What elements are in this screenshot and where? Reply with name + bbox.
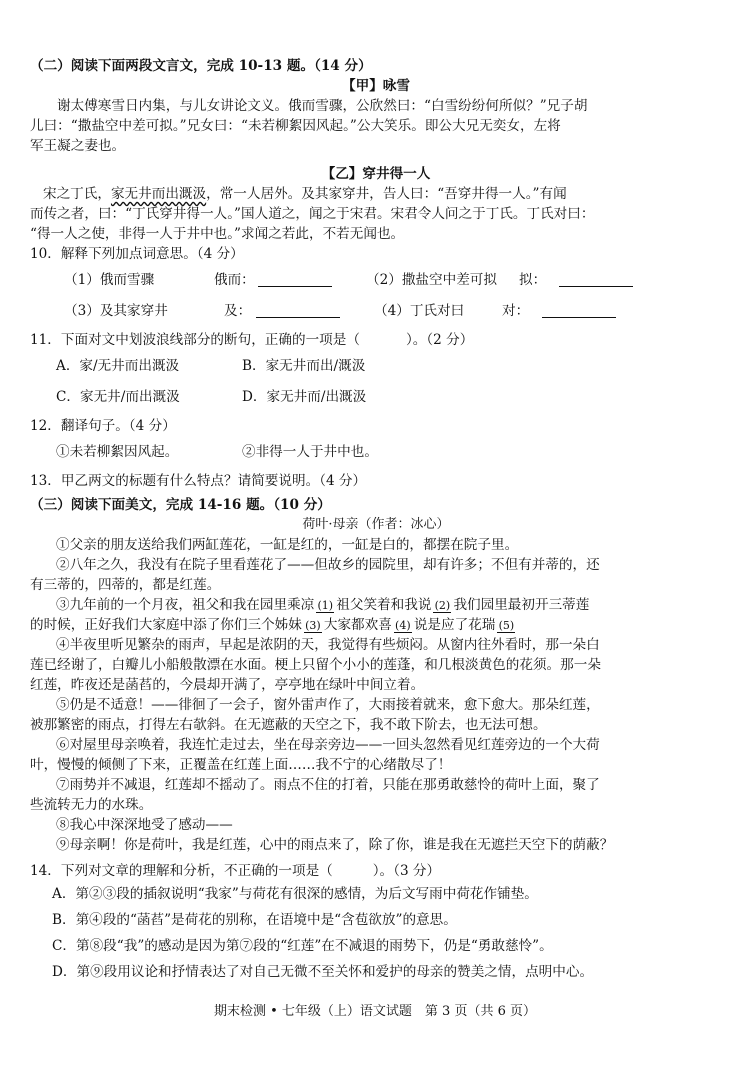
question-13-stem: 13．甲乙两文的标题有什么特点？请简要说明。（4 分） [30, 473, 367, 489]
passage-jia-line: 军王凝之妻也。 [30, 138, 126, 154]
punctuation-blank-1[interactable]: (1) [317, 599, 334, 612]
question-10-row-1 [30, 264, 722, 295]
question-10-row-2 [30, 295, 722, 326]
q11-option-d[interactable]: D．家无井而/出溉汲 [242, 388, 367, 405]
punctuation-blank-2[interactable]: (2) [434, 599, 451, 612]
passage-yi-line: 而传之者，曰：“丁氏穿井得一人。”国人道之，闻之于宋君。宋君令人问之于丁氏。丁氏对曰： [30, 206, 595, 222]
essay-paragraph-7: ⑦雨势并不减退，红莲却不摇动了。雨点不住的打着，只能在那勇敢慈怜的荷叶上面，聚了 [56, 777, 600, 793]
section-2-heading: （二）阅读下面两段文言文，完成 10-13 题。（14 分） [30, 58, 372, 74]
punctuation-blank-5[interactable]: (5) [498, 619, 515, 632]
q10-item-2-answer-blank[interactable] [559, 272, 633, 287]
essay-paragraph-4: ④半夜里听见繁杂的雨声，早起是浓阴的天，我觉得有些烦闷。从窗内往外看时，那一朵白 [56, 637, 600, 653]
essay-paragraph-1: ①父亲的朋友送给我们两缸莲花，一缸是红的，一缸是白的，都摆在院子里。 [56, 537, 519, 553]
question-11-options-row-1 [30, 350, 722, 381]
q10-item-2-label: （2）撒盐空中差可拟 [366, 271, 497, 288]
question-12-sentences [30, 436, 722, 467]
passage-jia-line: 谢太傅寒雪日内集，与儿女讲论文义。俄而雪骤，公欣然曰：“白雪纷纷何所似？”兄子胡 [57, 98, 588, 114]
punctuation-blank-4[interactable]: (4) [395, 619, 411, 632]
q10-item-1-label: （1）俄而雪骤 [64, 271, 155, 288]
q12-sentence-2: ②非得一人于井中也。 [242, 443, 378, 460]
passage-jia-title: 【甲】咏雪 [342, 78, 410, 94]
q11-option-c[interactable]: C．家无井/而出溉汲 [56, 388, 180, 405]
q14-option-d[interactable]: D．第⑨段用议论和抒情表达了对自己无微不至关怀和爱护的母亲的赞美之情，点明中心。 [52, 964, 594, 980]
essay-paragraph-4-cont: 红莲，昨夜还是菡萏的，今晨却开满了，亭亭地在绿叶中间立着。 [30, 677, 425, 693]
q14-option-c[interactable]: C．第⑧段“我”的感动是因为第⑦段的“红莲”在不减退的雨势下，仍是“勇敢慈怜”。 [52, 938, 553, 954]
q12-sentence-1: ①未若柳絮因风起。 [56, 443, 179, 460]
question-11-options-row-2 [30, 381, 722, 412]
question-10-stem: 10．解释下列加点词意思。（4 分） [30, 246, 244, 262]
question-12-stem: 12．翻译句子。（4 分） [30, 418, 176, 434]
punctuation-blank-3[interactable]: (3) [305, 619, 321, 632]
q10-item-4-word: 对： [502, 302, 530, 319]
section-3-heading: （三）阅读下面美文，完成 14-16 题。（10 分） [30, 497, 331, 513]
essay-paragraph-7-cont: 些流转无力的水珠。 [30, 797, 153, 813]
essay-paragraph-2: ②八年之久，我没有在院子里看莲花了——但故乡的园院里，却有许多；不但有并蒂的，还 [56, 557, 600, 573]
passage-yi-line: 宋之丁氏，家无井而出溉汲，常一人居外。及其家穿井，告人曰：“吾穿井得一人。”有闻 [43, 186, 567, 202]
essay-paragraph-2-cont: 有三蒂的，四蒂的，都是红莲。 [30, 577, 221, 593]
wavy-underlined-phrase: 家无井而出溉汲 [110, 186, 207, 202]
essay-paragraph-3: ③九年前的一个月夜，祖父和我在园里乘凉 (1) 祖父笑着和我说 (2) 我们园里最初开三蒂莲 [56, 597, 590, 613]
q14-option-b[interactable]: B．第④段的“菡萏”是荷花的别称，在语境中是“含苞欲放”的意思。 [52, 912, 457, 928]
essay-paragraph-5: ⑤仍是不适意！——徘徊了一会子，窗外雷声作了，大雨接着就来，愈下愈大。那朵红莲， [56, 697, 600, 713]
q10-item-3-answer-blank[interactable] [256, 303, 340, 318]
q14-option-a[interactable]: A．第②③段的插叙说明“我家”与荷花有很深的感情，为后文写雨中荷花作铺垫。 [52, 886, 538, 902]
q11-option-b[interactable]: B．家无井而出/溉汲 [242, 357, 366, 374]
question-11-stem: 11．下面对文中划波浪线部分的断句，正确的一项是（ ）。（2 分） [30, 332, 474, 348]
q10-item-1-word: 俄而： [214, 271, 255, 288]
essay-paragraph-9: ⑨母亲啊！你是荷叶，我是红莲，心中的雨点来了，除了你，谁是我在无遮拦天空下的荫蔽？ [56, 837, 614, 853]
essay-paragraph-8: ⑧我心中深深地受了感动—— [56, 817, 233, 833]
q10-item-3-label: （3）及其家穿井 [64, 302, 168, 319]
passage-jia-line: 儿曰：“撒盐空中差可拟。”兄女曰：“未若柳絮因风起。”公大笑乐。即公大兄无奕女，左将 [30, 118, 561, 134]
q11-option-a[interactable]: A．家/无井而出溉汲 [56, 357, 180, 374]
question-14-stem: 14．下列对文章的理解和分析，不正确的一项是（ ）。（3 分） [30, 863, 441, 879]
essay-paragraph-3-cont: 的时候，正好我们大家庭中添了你们三个姊妹 (3) 大家都欢喜 (4) 说是应了花瑞 (5) [30, 617, 515, 633]
essay-paragraph-6-cont: 叶，慢慢的倾侧了下来，正覆盖在红莲上面……我不宁的心绪散尽了！ [30, 757, 452, 773]
q10-item-4-label: （4）丁氏对曰 [374, 302, 465, 319]
passage-yi-title: 【乙】穿井得一人 [321, 166, 431, 182]
essay-paragraph-6: ⑥对屋里母亲唤着，我连忙走过去，坐在母亲旁边——一回头忽然看见红莲旁边的一个大荷 [56, 737, 600, 753]
essay-paragraph-4-cont: 莲已经谢了，白瓣儿小船般散漂在水面。梗上只留个小小的莲蓬，和几根淡黄色的花须。那一朵 [30, 657, 601, 673]
q10-item-4-answer-blank[interactable] [542, 303, 616, 318]
essay-title: 荷叶·母亲（作者：冰心） [302, 517, 450, 532]
q10-item-3-word: 及： [224, 302, 252, 319]
q10-item-1-answer-blank[interactable] [258, 272, 332, 287]
essay-paragraph-5-cont: 被那繁密的雨点，打得左右欹斜。在无遮蔽的天空之下，我不敢下阶去，也无法可想。 [30, 717, 547, 733]
page-footer: 期末检测 • 七年级（上）语文试题 第 3 页（共 6 页） [213, 1004, 536, 1019]
exam-page [30, 56, 722, 985]
q10-item-2-word: 拟： [519, 271, 547, 288]
passage-yi-line: “得一人之使，非得一人于井中也。”求闻之若此，不若无闻也。 [30, 226, 405, 242]
